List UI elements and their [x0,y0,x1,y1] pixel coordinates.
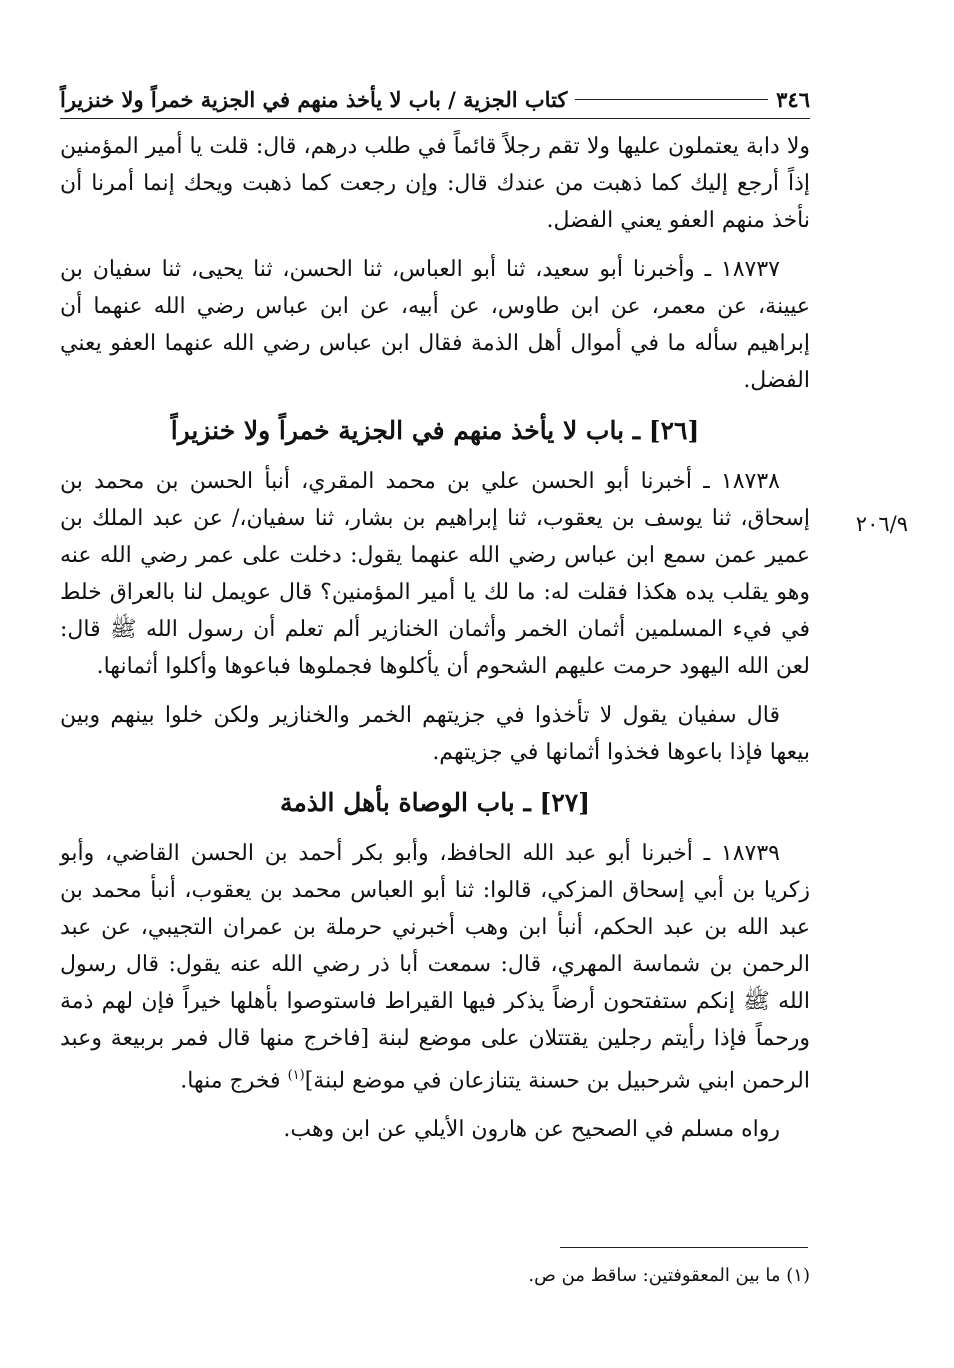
footnote-reference: (١) [287,1068,305,1083]
header-dash [575,99,768,100]
hadith-18739-end: فخرج منها. [180,1068,288,1094]
header-rule [60,118,810,119]
paragraph-continuation: ولا دابة يعتملون عليها ولا تقم رجلاً قائماً في طلب درهم، قال: قلت يا أمير المؤمنين إذاً أرجع إليك كما ذهبت من عندك قال: وإن رجعت كما ذهبت ويحك إنما أمرنا أن نأخذ منهم العفو يعني الفضل. [60,134,810,233]
footnote-rule [560,1247,808,1248]
running-title: كتاب الجزية / باب لا يأخذ منهم في الجزية خمراً ولا خنزيراً [60,86,568,112]
hadith-18737: ١٨٧٣٧ ـ وأخبرنا أبو سعيد، ثنا أبو العباس، ثنا الحسن، ثنا يحيى، ثنا سفيان بن عيينة، عن معمر، عن ابن طاوس، عن أبيه، عن ابن عباس رضي الله عنهما أن إبراهيم سأله ما في أموال أهل الذمة فقال ابن عباس رضي الله عنهما العفو يعني الفضل. [60,257,810,393]
hadith-18739 [60,835,810,1099]
footnote: (١) ما بين المعقوفتين: ساقط من ص. [528,1265,810,1286]
main-text [60,128,810,1160]
chapter-heading-26: [٢٦] ـ باب لا يأخذ منهم في الجزية خمراً ولا خنزيراً [170,416,700,445]
hadith-18739-text: ١٨٧٣٩ ـ أخبرنا أبو عبد الله الحافظ، وأبو بكر أحمد بن الحسن القاضي، وأبو زكريا بن أبي إسحاق المزكي، قالوا: ثنا أبو العباس محمد بن يعقوب، أنبأ محمد بن عبد الله بن عبد الحكم، أنبأ ابن وهب أخبرني حرملة بن عمران التجيبي، عن عبد الرحمن بن شماسة المهري، قال: سمعت أبا ذر رضي الله عنه يقول: قال رسول الله ﷺ إنكم ستفتحون أرضاً يذكر فيها القيراط فاستوصوا بأهلها خيراً فإن لهم ذمة ورحماً فإذا رأيتم رجلين يقتتلان على موضع لبنة [فاخرج منها قال فمر بربيعة وعبد الرحمن ابني شرحبيل بن حسنة يتنازعان في موضع لبنة] [60,841,811,1094]
running-header [60,84,810,114]
hadith-18738: ١٨٧٣٨ ـ أخبرنا أبو الحسن علي بن محمد المقري، أنبأ الحسن بن محمد بن إسحاق، ثنا يوسف بن يعقوب، ثنا إبراهيم بن بشار، ثنا سفيان،/ عن عبد الملك بن عمير عمن سمع ابن عباس رضي الله عنهما يقول: دخلت على عمر رضي الله عنه وهو يقلب يده هكذا فقلت له: ما لك يا أمير المؤمنين؟ قال عويمل لنا بالعراق خلط في فيء المسلمين أثمان الخمر وأثمان الخنازير ألم تعلم أن رسول الله ﷺ قال: لعن الله اليهود حرمت عليهم الشحوم أن يأكلوها فجملوها فباعوها وأكلوا أثمانها. [60,469,810,679]
sufyan-comment: قال سفيان يقول لا تأخذوا في جزيتهم الخمر والخنازير ولكن خلوا بينهم وبين بيعها فإذا باعوها فخذوا أثمانها في جزيتهم. [60,703,810,765]
chapter-heading-27: [٢٧] ـ باب الوصاة بأهل الذمة [279,788,591,817]
riwaya-note: رواه مسلم في الصحيح عن هارون الأيلي عن ابن وهب. [283,1117,780,1143]
margin-reference: ٢٠٦/٩ [855,512,908,536]
page-number: ٣٤٦ [776,86,810,112]
